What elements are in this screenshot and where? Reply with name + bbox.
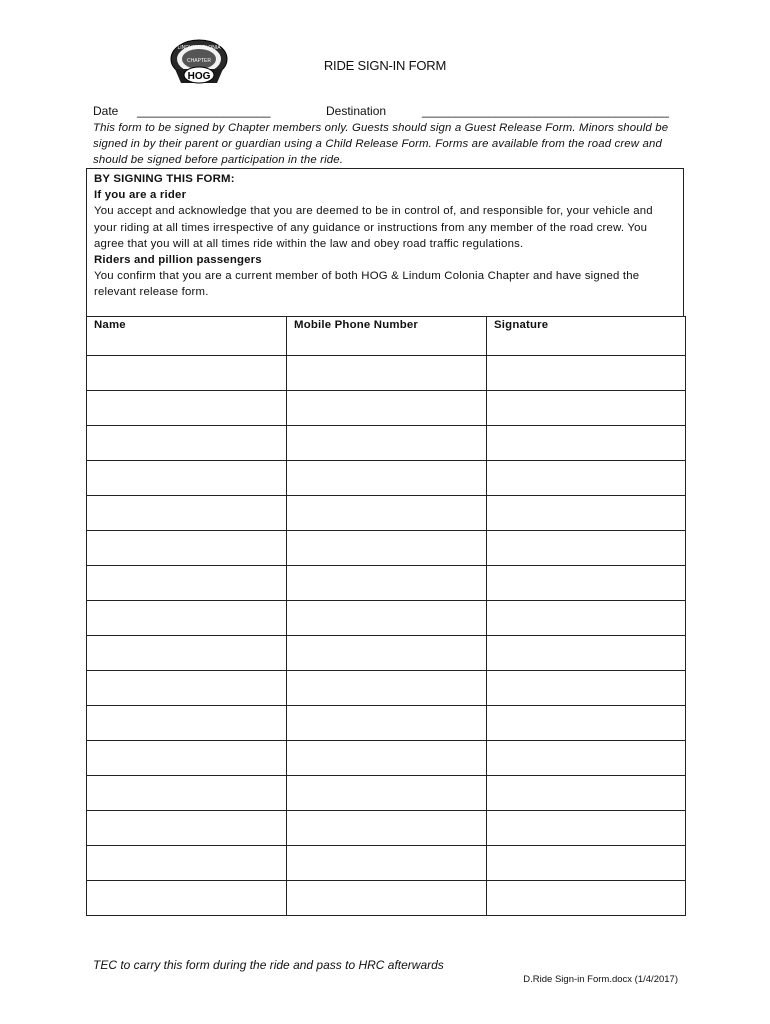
signature-cell[interactable]	[487, 531, 686, 566]
mobile-cell[interactable]	[287, 496, 487, 531]
logo-badge-text: HOG	[187, 71, 211, 82]
mobile-cell[interactable]	[287, 846, 487, 881]
name-cell[interactable]	[87, 846, 287, 881]
header-name: Name	[87, 317, 287, 356]
name-cell[interactable]	[87, 671, 287, 706]
table-row	[87, 426, 686, 461]
mobile-cell[interactable]	[287, 741, 487, 776]
logo-mid-text: CHAPTER	[187, 58, 211, 64]
signature-cell[interactable]	[487, 881, 686, 916]
logo-top-text: LINDUM COLONIA	[177, 45, 221, 51]
destination-label: Destination	[326, 104, 387, 118]
table-row	[87, 531, 686, 566]
name-cell[interactable]	[87, 881, 287, 916]
name-cell[interactable]	[87, 706, 287, 741]
terms-heading: BY SIGNING THIS FORM:	[94, 173, 235, 185]
mobile-cell[interactable]	[287, 531, 487, 566]
mobile-cell[interactable]	[287, 671, 487, 706]
table-row	[87, 496, 686, 531]
table-row	[87, 566, 686, 601]
header-signature: Signature	[487, 317, 686, 356]
signature-cell[interactable]	[487, 636, 686, 671]
table-row	[87, 741, 686, 776]
name-cell[interactable]	[87, 601, 287, 636]
signature-cell[interactable]	[487, 671, 686, 706]
name-cell[interactable]	[87, 811, 287, 846]
mobile-cell[interactable]	[287, 426, 487, 461]
table-row	[87, 776, 686, 811]
name-cell[interactable]	[87, 391, 287, 426]
name-cell[interactable]	[87, 636, 287, 671]
signature-cell[interactable]	[487, 566, 686, 601]
rider-heading: If you are a rider	[94, 189, 187, 202]
destination-field[interactable]: _____________________________________	[422, 104, 669, 118]
rider-text: You accept and acknowledge that you are deemed to be in control of, and responsible for, your vehicle and your riding at all times irrespective of any guidance or instructions from any member of the road crew. You agree that you will at all times ride within the law and obey road traffic regulations.	[94, 205, 653, 250]
signature-cell[interactable]	[487, 496, 686, 531]
document-reference: D.Ride Sign-in Form.docx (1/4/2017)	[523, 974, 678, 985]
sign-in-table	[86, 316, 686, 916]
signature-cell[interactable]	[487, 846, 686, 881]
table-row	[87, 601, 686, 636]
footer-note: TEC to carry this form during the ride and pass to HRC afterwards	[93, 958, 444, 972]
mobile-cell[interactable]	[287, 391, 487, 426]
table-row	[87, 811, 686, 846]
table-row	[87, 391, 686, 426]
signature-cell[interactable]	[487, 601, 686, 636]
mobile-cell[interactable]	[287, 881, 487, 916]
mobile-cell[interactable]	[287, 776, 487, 811]
form-title: RIDE SIGN-IN FORM	[323, 58, 447, 73]
name-cell[interactable]	[87, 356, 287, 391]
table-row	[87, 356, 686, 391]
signature-cell[interactable]	[487, 706, 686, 741]
date-field[interactable]: ____________________	[137, 104, 271, 118]
table-row	[87, 706, 686, 741]
date-label: Date	[93, 104, 119, 118]
signature-cell[interactable]	[487, 426, 686, 461]
terms-box	[86, 168, 684, 316]
mobile-cell[interactable]	[287, 636, 487, 671]
name-cell[interactable]	[87, 461, 287, 496]
signature-cell[interactable]	[487, 811, 686, 846]
pillion-heading: Riders and pillion passengers	[94, 254, 262, 267]
signature-cell[interactable]	[487, 391, 686, 426]
mobile-cell[interactable]	[287, 706, 487, 741]
mobile-cell[interactable]	[287, 811, 487, 846]
table-row	[87, 846, 686, 881]
intro-paragraph: This form to be signed by Chapter members only. Guests should sign a Guest Release Form. Minors should be signed in by their parent or guardian using a Child Release Form. Forms are available from the road crew and should be signed before participation in the ride.	[93, 122, 669, 166]
name-cell[interactable]	[87, 531, 287, 566]
mobile-cell[interactable]	[287, 566, 487, 601]
signature-cell[interactable]	[487, 741, 686, 776]
table-header-row	[87, 317, 686, 356]
name-cell[interactable]	[87, 741, 287, 776]
table-row	[87, 636, 686, 671]
mobile-cell[interactable]	[287, 356, 487, 391]
mobile-cell[interactable]	[287, 601, 487, 636]
table-row	[87, 881, 686, 916]
mobile-cell[interactable]	[287, 461, 487, 496]
signature-cell[interactable]	[487, 461, 686, 496]
signature-cell[interactable]	[487, 776, 686, 811]
name-cell[interactable]	[87, 776, 287, 811]
table-row	[87, 461, 686, 496]
header-mobile: Mobile Phone Number	[287, 317, 487, 356]
signature-cell[interactable]	[487, 356, 686, 391]
name-cell[interactable]	[87, 496, 287, 531]
name-cell[interactable]	[87, 426, 287, 461]
pillion-text: You confirm that you are a current member of both HOG & Lindum Colonia Chapter and have signed the relevant release form.	[94, 270, 640, 299]
table-row	[87, 671, 686, 706]
name-cell[interactable]	[87, 566, 287, 601]
